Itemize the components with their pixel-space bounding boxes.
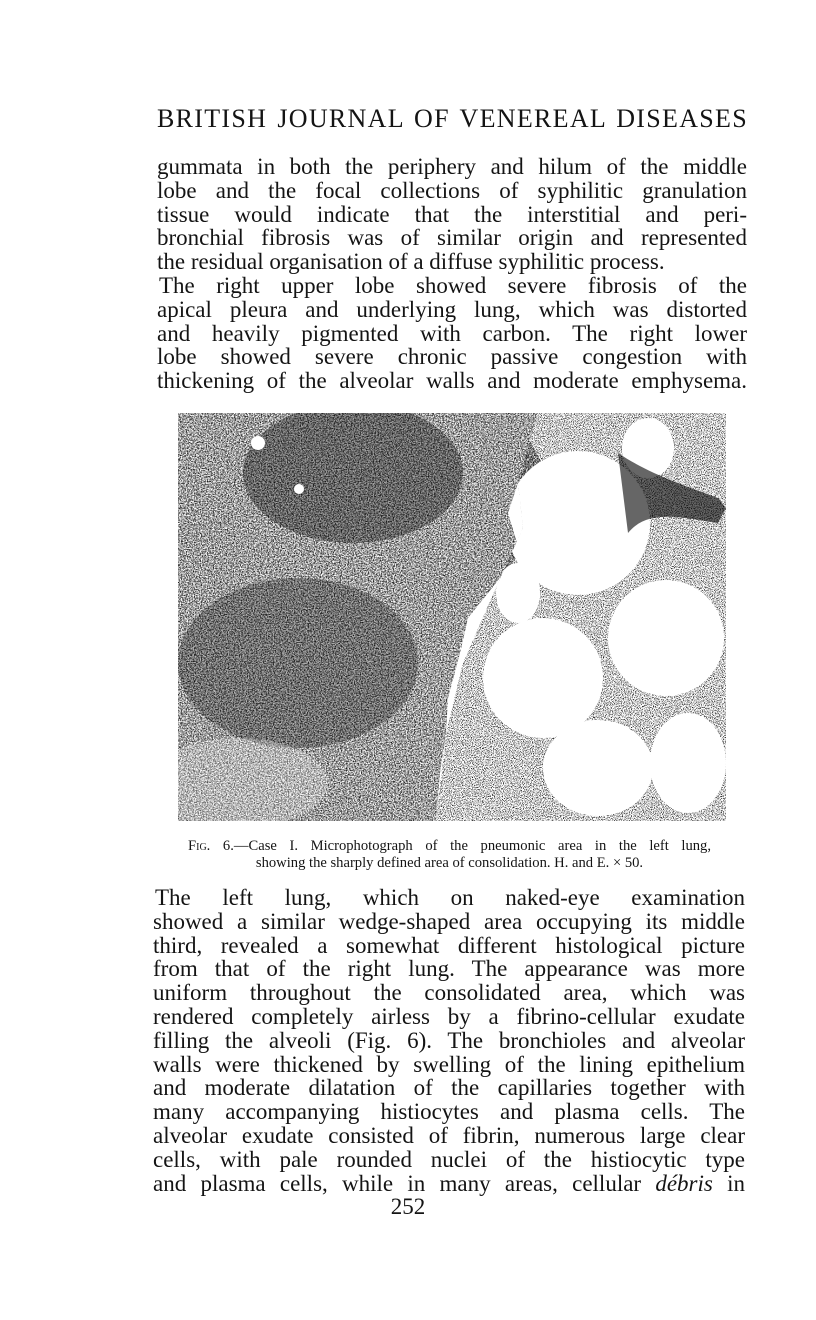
paragraph-right-upper-lobe (157, 274, 747, 393)
paragraph-gummata (157, 155, 747, 274)
paragraph-left-lung (153, 886, 745, 1195)
text-line: gummata in both the periphery and hilum of the middle (157, 154, 747, 179)
text-line: the residual organisation of a diffuse syphilitic process. (157, 249, 665, 275)
text-line: third, revealed a somewhat different histological picture (153, 932, 745, 958)
italic-term: débris (655, 1170, 713, 1196)
text-line: lobe showed severe chronic passive congestion with (157, 344, 747, 370)
text-line: from that of the right lung. The appearance was more (153, 956, 745, 982)
text-run: and plasma cells, while in many areas, cellular (153, 1170, 656, 1196)
text-line: alveolar exudate consisted of fibrin, numerous large clear (153, 1122, 745, 1148)
text-line: filling the alveoli (Fig. 6). The bronchioles and alveolar (153, 1027, 745, 1053)
text-line: and heavily pigmented with carbon. The right lower (157, 320, 747, 346)
caption-text: —Case I. Microphotograph of the pneumonic area in the left lung, (233, 838, 711, 854)
text-line: cells, with pale rounded nuclei of the histiocytic type (153, 1146, 745, 1172)
text-line: thickening of the alveolar walls and moderate emphysema. (157, 368, 747, 394)
caption-label: Fig. 6. (188, 838, 234, 854)
text-line: apical pleura and underlying lung, which was distorted (157, 296, 747, 322)
caption-line: showing the sharply defined area of consolidation. H. and E. × 50. (255, 854, 644, 871)
figure-micrograph (178, 413, 726, 821)
running-header: BRITISH JOURNAL OF VENEREAL DISEASES (157, 104, 748, 133)
text-line: tissue would indicate that the interstitial and peri- (157, 201, 747, 227)
text-line: many accompanying histiocytes and plasma cells. The (153, 1099, 745, 1125)
text-line: rendered completely airless by a fibrino-cellular exudate (153, 1003, 745, 1029)
text-line (153, 1172, 745, 1196)
text-line: lobe and the focal collections of syphilitic granulation (157, 177, 747, 203)
text-line: The left lung, which on naked-eye examination (155, 885, 745, 910)
text-line: uniform throughout the consolidated area, which was (153, 980, 745, 1006)
text-line: bronchial fibrosis was of similar origin and represented (157, 225, 747, 251)
figure-caption (188, 838, 711, 871)
text-line: The right upper lobe showed severe fibrosis of the (159, 273, 747, 298)
text-line: walls were thickened by swelling of the lining epithelium (153, 1051, 745, 1077)
text-run: in (712, 1170, 745, 1196)
text-line: showed a similar wedge-shaped area occupying its middle (153, 908, 745, 934)
micrograph-image (178, 413, 726, 821)
caption-line (188, 838, 711, 855)
text-line: and moderate dilatation of the capillaries together with (153, 1075, 745, 1101)
page-number: 252 (390, 1194, 426, 1219)
